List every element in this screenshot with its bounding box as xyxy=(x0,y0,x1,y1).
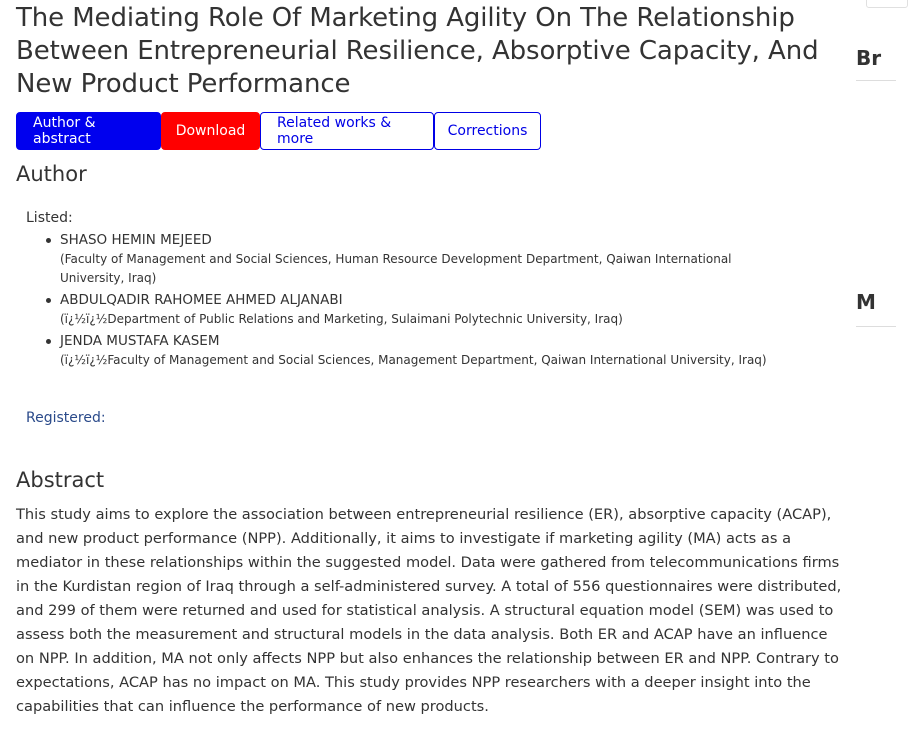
abstract-heading: Abstract xyxy=(16,468,105,492)
tab-related-works[interactable]: Related works & more xyxy=(260,112,434,150)
sidebar-box xyxy=(866,0,908,8)
author-item xyxy=(60,331,846,370)
registered-label: Registered: xyxy=(26,410,106,426)
author-list xyxy=(26,230,846,370)
author-name: ABDULQADIR RAHOMEE AHMED ALJANABI xyxy=(60,292,343,308)
sidebar-heading-1: Br xyxy=(856,46,882,70)
listed-label: Listed: xyxy=(26,210,73,226)
sidebar-divider xyxy=(856,80,896,81)
tab-bar xyxy=(16,112,846,150)
tab-download[interactable]: Download xyxy=(161,112,260,150)
abstract-text: This study aims to explore the association between entrepreneurial resilience (ER), absorptive capacity (ACAP), and new product performance (NPP). Additionally, it aims to investigate if marketing agility (MA) acts as a mediator in these relationships within the suggested model. Data were gathered from telecommunications firms in the Kurdistan region of Iraq through a self-administered survey. A total of 556 questionnaires were distributed, and 299 of them were returned and used for statistical analysis. A structural equation model (SEM) was used to assess both the measurement and structural models in the data analysis. Both ER and ACAP have an influence on NPP. In addition, MA not only affects NPP but also enhances the relationship between ER and NPP. Contrary to expectations, ACAP has no impact on MA. This study provides NPP researchers with a deeper insight into the capabilities that can influence the performance of new products. xyxy=(16,506,842,715)
author-affiliation: (ï¿½ï¿½Department of Public Relations and Marketing, Sulaimani Polytechnic University, Iraq) xyxy=(60,312,623,326)
author-item xyxy=(60,230,846,288)
page-title: The Mediating Role Of Marketing Agility On The Relationship Between Entrepreneurial Resilience, Absorptive Capacity, And New Product Performance xyxy=(16,3,819,99)
right-sidebar xyxy=(846,0,882,733)
tab-corrections[interactable]: Corrections xyxy=(434,112,541,150)
author-heading: Author xyxy=(16,162,87,186)
sidebar-heading-2: M xyxy=(856,290,876,314)
author-name: SHASO HEMIN MEJEED xyxy=(60,232,212,248)
tab-author-abstract[interactable]: Author & abstract xyxy=(16,112,161,150)
sidebar-divider xyxy=(856,326,896,327)
author-affiliation: (ï¿½ï¿½Faculty of Management and Social Sciences, Management Department, Qaiwan International University, Iraq) xyxy=(60,353,767,367)
author-name: JENDA MUSTAFA KASEM xyxy=(60,333,220,349)
author-list-block xyxy=(26,210,846,370)
author-item xyxy=(60,290,846,329)
main-content xyxy=(16,0,846,719)
author-affiliation: (Faculty of Management and Social Sciences, Human Resource Development Department, Qaiwan International University, Iraq) xyxy=(60,252,732,285)
